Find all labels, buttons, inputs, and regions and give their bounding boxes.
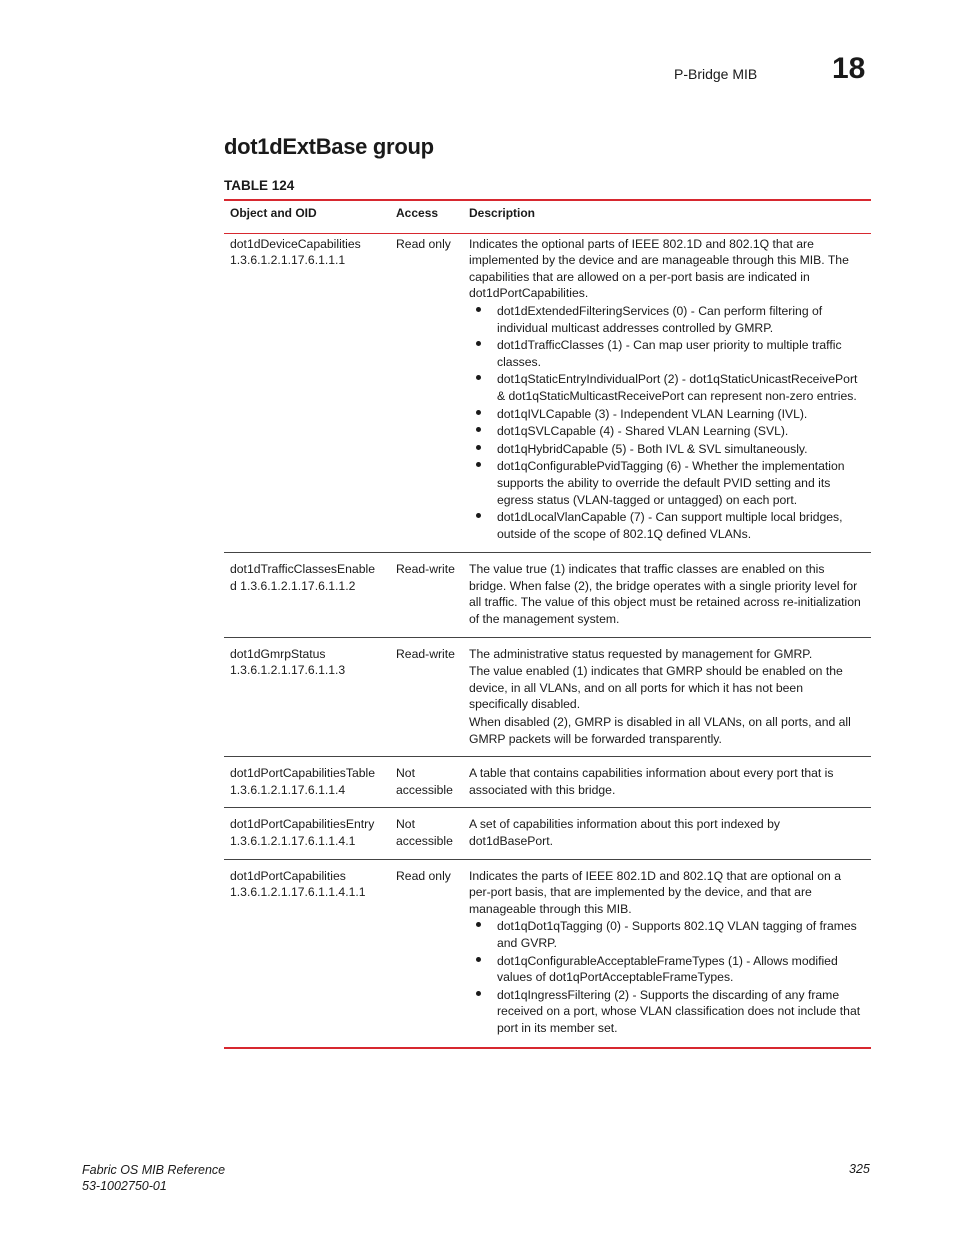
description-paragraph: The value true (1) indicates that traffic classes are enabled on this bridge. When false (2), the bridge operates with a single priority level for all traffic. The value of this object must be retained across re-initialization of the management system. bbox=[469, 562, 861, 627]
description-paragraph: When disabled (2), GMRP is disabled in all VLANs, on all ports, and all GMRP packets will be forwarded transparently. bbox=[469, 715, 851, 746]
capability-list bbox=[469, 303, 865, 542]
table-row bbox=[224, 553, 871, 637]
column-header-object: Object and OID bbox=[224, 200, 390, 233]
capability-list-item: dot1qHybridCapable (5) - Both IVL & SVL simultaneously. bbox=[469, 441, 865, 458]
capability-list-item: dot1qConfigurablePvidTagging (6) - Whether the implementation supports the ability to override the default PVID setting and its egress status (VLAN-tagged or untagged) on each port. bbox=[469, 458, 865, 508]
footer-doc-number: 53-1002750-01 bbox=[82, 1179, 167, 1193]
capability-list-item: dot1qIngressFiltering (2) - Supports the discarding of any frame received on a port, whose VLAN classification does not include that port in its member set. bbox=[469, 987, 865, 1037]
table-header bbox=[224, 200, 871, 233]
description-paragraph: A table that contains capabilities information about every port that is associated with this bridge. bbox=[469, 766, 834, 797]
column-header-access: Access bbox=[390, 200, 463, 233]
cell-access: Read-write bbox=[390, 637, 463, 757]
description-paragraph: Indicates the optional parts of IEEE 802.1D and 802.1Q that are implemented by the device and are manageable through this MIB. The capabilities that are allowed on a per-port basis are indicated in dot1dPortCapabilities. bbox=[469, 236, 849, 301]
object-name: dot1dPortCapabilitiesEntry bbox=[230, 817, 375, 832]
object-oid: d 1.3.6.1.2.1.17.6.1.1.2 bbox=[230, 578, 356, 593]
object-oid: 1.3.6.1.2.1.17.6.1.1.3 bbox=[230, 663, 346, 678]
cell-description bbox=[463, 808, 871, 859]
cell-access: Read only bbox=[390, 859, 463, 1047]
object-oid: 1.3.6.1.2.1.17.6.1.1.4.1.1 bbox=[230, 885, 366, 900]
object-name: dot1dDeviceCapabilities bbox=[230, 236, 361, 251]
cell-object-oid bbox=[224, 553, 390, 637]
cell-description bbox=[463, 757, 871, 808]
object-name: dot1dPortCapabilitiesTable bbox=[230, 766, 375, 781]
table-row bbox=[224, 859, 871, 1047]
capability-list-item: dot1qDot1qTagging (0) - Supports 802.1Q VLAN tagging of frames and GVRP. bbox=[469, 918, 865, 951]
table-row bbox=[224, 757, 871, 808]
capability-list bbox=[469, 918, 865, 1036]
cell-object-oid bbox=[224, 808, 390, 859]
section-title: dot1dExtBase group bbox=[224, 134, 434, 159]
description-paragraph: Indicates the parts of IEEE 802.1D and 802.1Q that are optional on a per-port basis, that are implemented by the device, and that are manageable through this MIB. bbox=[469, 868, 841, 916]
capability-list-item: dot1dExtendedFilteringServices (0) - Can perform filtering of individual multicast addresses controlled by GMRP. bbox=[469, 303, 865, 336]
description-paragraph: The value enabled (1) indicates that GMRP should be enabled on the device, in all VLANs, and on all ports for which it has not been specifically disabled. bbox=[469, 664, 843, 712]
cell-description bbox=[463, 553, 871, 637]
table-caption: TABLE 124 bbox=[224, 178, 295, 193]
cell-access: Not accessible bbox=[390, 757, 463, 808]
capability-list-item: dot1dTrafficClasses (1) - Can map user priority to multiple traffic classes. bbox=[469, 337, 865, 370]
description-paragraph: A set of capabilities information about this port indexed by dot1dBasePort. bbox=[469, 817, 780, 848]
column-header-description: Description bbox=[463, 200, 871, 233]
capability-list-item: dot1qStaticEntryIndividualPort (2) - dot1qStaticUnicastReceivePort & dot1qStaticMulticastReceivePort can represent non-zero entries. bbox=[469, 371, 865, 404]
cell-description bbox=[463, 637, 871, 757]
capability-list-item: dot1qIVLCapable (3) - Independent VLAN Learning (IVL). bbox=[469, 406, 865, 423]
table-row bbox=[224, 808, 871, 859]
table-body bbox=[224, 233, 871, 1047]
cell-description bbox=[463, 859, 871, 1047]
capability-list-item: dot1qConfigurableAcceptableFrameTypes (1) - Allows modified values of dot1qPortAcceptableFrameTypes. bbox=[469, 953, 865, 986]
footer-doc-info bbox=[82, 1162, 225, 1194]
footer-doc-title: Fabric OS MIB Reference bbox=[82, 1163, 226, 1177]
cell-object-oid bbox=[224, 233, 390, 553]
cell-access: Read only bbox=[390, 233, 463, 553]
cell-object-oid bbox=[224, 757, 390, 808]
object-name: dot1dGmrpStatus bbox=[230, 646, 326, 661]
cell-description bbox=[463, 233, 871, 553]
cell-object-oid bbox=[224, 637, 390, 757]
cell-access: Not accessible bbox=[390, 808, 463, 859]
mib-table bbox=[224, 199, 871, 1049]
object-name: dot1dTrafficClassesEnable bbox=[230, 562, 375, 577]
running-header-title: P-Bridge MIB bbox=[674, 66, 758, 82]
object-oid: 1.3.6.1.2.1.17.6.1.1.1 bbox=[230, 253, 346, 268]
footer-page-number: 325 bbox=[849, 1162, 870, 1176]
mib-table-container bbox=[224, 199, 871, 1049]
chapter-number: 18 bbox=[832, 52, 866, 85]
capability-list-item: dot1qSVLCapable (4) - Shared VLAN Learning (SVL). bbox=[469, 423, 865, 440]
object-oid: 1.3.6.1.2.1.17.6.1.1.4 bbox=[230, 782, 346, 797]
cell-object-oid bbox=[224, 859, 390, 1047]
table-row bbox=[224, 233, 871, 553]
description-paragraph: The administrative status requested by management for GMRP. bbox=[469, 646, 813, 661]
object-oid: 1.3.6.1.2.1.17.6.1.1.4.1 bbox=[230, 834, 356, 848]
table-row bbox=[224, 637, 871, 757]
object-name: dot1dPortCapabilities bbox=[230, 868, 346, 883]
capability-list-item: dot1dLocalVlanCapable (7) - Can support multiple local bridges, outside of the scope of 802.1Q defined VLANs. bbox=[469, 509, 865, 542]
cell-access: Read-write bbox=[390, 553, 463, 637]
